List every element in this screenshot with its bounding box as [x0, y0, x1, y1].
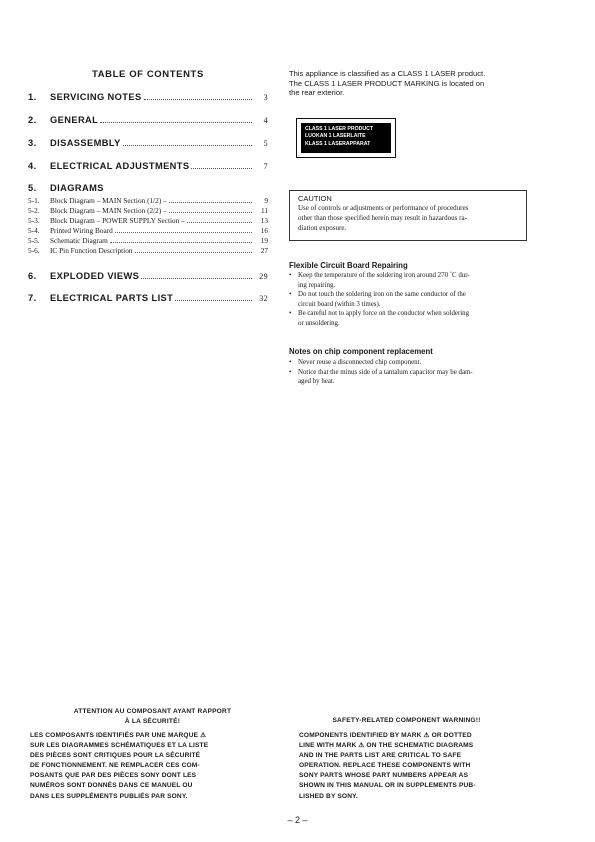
list-item: • Keep the temperature of the soldering iron around 270 ˚C dur- ing repairing.	[289, 272, 470, 289]
toc-item-number: 1.	[28, 92, 37, 102]
toc-subitem-schematic-diagram[interactable]	[28, 236, 268, 245]
toc-item-page: 32	[259, 294, 268, 303]
page-number: – 2 –	[287, 815, 308, 825]
safety-warning-fr-title: ATTENTION AU COMPOSANT AYANT RAPPORT À LA SÉCURITÉ!	[73, 708, 232, 725]
toc-subitem-number: 5-4.	[28, 226, 40, 235]
toc-subitem-number: 5-3.	[28, 216, 40, 225]
toc-subitem-page: 11	[260, 206, 268, 215]
caution-line: Use of controls or adjustments or performance of procedures	[298, 204, 469, 212]
toc-item-label: SERVICING NOTES	[50, 92, 142, 102]
toc-leader-dots	[110, 242, 252, 243]
laser-note-line: This appliance is classified as a CLASS 1 LASER product.	[289, 69, 486, 78]
safety-warning-en-body: COMPONENTS IDENTIFIED BY MARK ⚠ OR DOTTED LINE WITH MARK ⚠ ON THE SCHEMATIC DIAGRAMS AND IN THE PARTS LIST ARE CRITICAL TO SAFE OPERATION. REPLACE THESE COMPONENTS WITH SONY PARTS WHOSE PART NUMBERS APPEAR AS SHOWN IN THIS MANUAL OR IN SUPPLEMENTS PUB- LISHED BY SONY.	[299, 732, 476, 800]
toc-item-number: 4.	[28, 161, 37, 171]
bullet-mark: •	[289, 368, 292, 376]
flex-board-notes	[289, 271, 529, 329]
toc-item-page: 3	[263, 93, 268, 102]
caution-title: CAUTION	[298, 194, 332, 203]
toc-leader-dots	[141, 278, 252, 279]
toc-subitem-number: 5-1.	[28, 196, 40, 205]
toc-item-label: DISASSEMBLY	[50, 138, 121, 148]
toc-item-servicing-notes[interactable]	[28, 92, 268, 102]
bullet-mark: •	[289, 291, 292, 299]
toc-item-electrical-parts-list[interactable]	[28, 293, 268, 303]
toc-leader-dots	[175, 300, 252, 301]
toc-subitem-label: Block Diagram – MAIN Section (1/2) –	[50, 196, 167, 205]
caution-text	[298, 203, 518, 233]
list-item: • Notice that the minus side of a tantalum capacitor may be dam- aged by heat.	[289, 368, 473, 386]
caution-line: other than those specified herein may result in hazardous ra-	[298, 214, 467, 222]
laser-label-line: CLASS 1 LASER PRODUCT	[305, 126, 374, 132]
toc-subitem-label: Block Diagram – MAIN Section (2/2) –	[50, 206, 167, 215]
safety-warning-fr-body: LES COMPOSANTS IDENTIFIÉS PAR UNE MARQUE ⚠ SUR LES DIAGRAMMES SCHÉMATIQUES ET LA LISTE DES PIÈCES SONT CRITIQUES POUR LA SÉCURITÉ DE FONCTIONNEMENT. NE REMPLACER CES COM- POSANTS QUE PAR DES PIÈCES SONY DONT LES NUMÉROS SONT DONNÉS DANS CE MANUEL OU DANS LES SUPPLÉMENTS PUBLIÉS PAR SONY.	[30, 732, 209, 800]
toc-subitem-label: Schematic Diagram	[50, 236, 108, 245]
toc-subitem-number: 5-5.	[28, 236, 40, 245]
toc-leader-dots	[135, 252, 253, 253]
flex-board-heading: Flexible Circuit Board Repairing	[289, 261, 408, 270]
toc-item-number: 5.	[28, 183, 37, 193]
toc-leader-dots	[187, 222, 252, 223]
laser-note-line: the rear exterior.	[289, 88, 345, 98]
toc-item-page: 29	[259, 272, 268, 281]
toc-leader-dots	[115, 232, 252, 233]
toc-subitem-label: Block Diagram – POWER SUPPLY Section –	[50, 216, 185, 225]
toc-item-label: GENERAL	[50, 115, 99, 125]
laser-note-line: The CLASS 1 LASER PRODUCT MARKING is located on	[289, 78, 485, 88]
toc-subitem-label: Printed Wiring Board	[50, 226, 113, 235]
toc-item-diagrams[interactable]	[28, 183, 268, 193]
toc-subitem-page: 19	[260, 236, 268, 245]
bullet-mark: •	[289, 272, 292, 279]
toc-subitem-number: 5-2.	[28, 206, 40, 215]
toc-item-page: 7	[263, 162, 268, 171]
chip-notes-heading: Notes on chip component replacement	[289, 347, 433, 356]
toc-item-label: EXPLODED VIEWS	[50, 271, 140, 281]
toc-title: TABLE OF CONTENTS	[92, 69, 204, 80]
laser-label-line: KLASS 1 LASERAPPARAT	[305, 140, 371, 147]
toc-item-page: 5	[263, 139, 268, 148]
laser-label-line: LUOKAN 1 LASERLAITE	[305, 133, 366, 140]
toc-item-page: 4	[263, 116, 268, 125]
toc-item-exploded-views[interactable]	[28, 271, 268, 281]
chip-notes	[289, 358, 529, 387]
toc-item-general[interactable]	[28, 115, 268, 125]
toc-subitem-page: 13	[260, 216, 268, 225]
toc-leader-dots	[169, 202, 252, 203]
toc-item-disassembly[interactable]	[28, 138, 268, 148]
toc-subitem-block-main-2[interactable]	[28, 206, 268, 215]
list-item: • Do not touch the soldering iron on the same conductor of the circuit board (within 3 times).	[289, 291, 466, 308]
toc-item-number: 7.	[28, 293, 37, 303]
toc-subitem-block-power[interactable]	[28, 216, 268, 225]
list-item: • Never reuse a disconnected chip component.	[289, 359, 422, 366]
toc-subitem-ic-pin-function[interactable]	[28, 246, 268, 255]
toc-leader-dots	[191, 168, 252, 169]
toc-subitem-block-main-1[interactable]	[28, 196, 268, 205]
list-item: • Be careful not to apply force on the conductor when soldering or unsoldering.	[289, 310, 470, 327]
toc-leader-dots	[169, 212, 252, 213]
toc-subitem-page: 9	[264, 196, 268, 205]
toc-item-label: ELECTRICAL ADJUSTMENTS	[50, 161, 190, 171]
laser-product-label	[296, 118, 396, 158]
toc-subitem-number: 5-6.	[28, 246, 40, 255]
toc-item-number: 6.	[28, 271, 37, 281]
laser-label-plate	[301, 123, 391, 153]
toc-subitem-page: 27	[260, 246, 268, 255]
toc-leader-dots	[123, 145, 252, 146]
toc-item-number: 3.	[28, 138, 37, 148]
toc-subitem-page: 16	[260, 226, 268, 235]
toc-item-number: 2.	[28, 115, 37, 125]
toc-subitem-label: IC Pin Function Description	[50, 246, 133, 255]
toc-leader-dots	[100, 122, 252, 123]
toc-item-label: DIAGRAMS	[50, 183, 104, 193]
toc-subitem-printed-wiring-board[interactable]	[28, 226, 268, 235]
bullet-mark: •	[289, 359, 292, 366]
toc-item-electrical-adjustments[interactable]	[28, 161, 268, 171]
safety-warning-en-title: SAFETY-RELATED COMPONENT WARNING!!	[332, 717, 481, 724]
laser-class-note	[289, 69, 529, 98]
toc-item-label: ELECTRICAL PARTS LIST	[50, 293, 174, 303]
toc-leader-dots	[144, 99, 252, 100]
caution-line: diation exposure.	[298, 224, 347, 232]
caution-box	[289, 190, 527, 241]
bullet-mark: •	[289, 310, 292, 318]
